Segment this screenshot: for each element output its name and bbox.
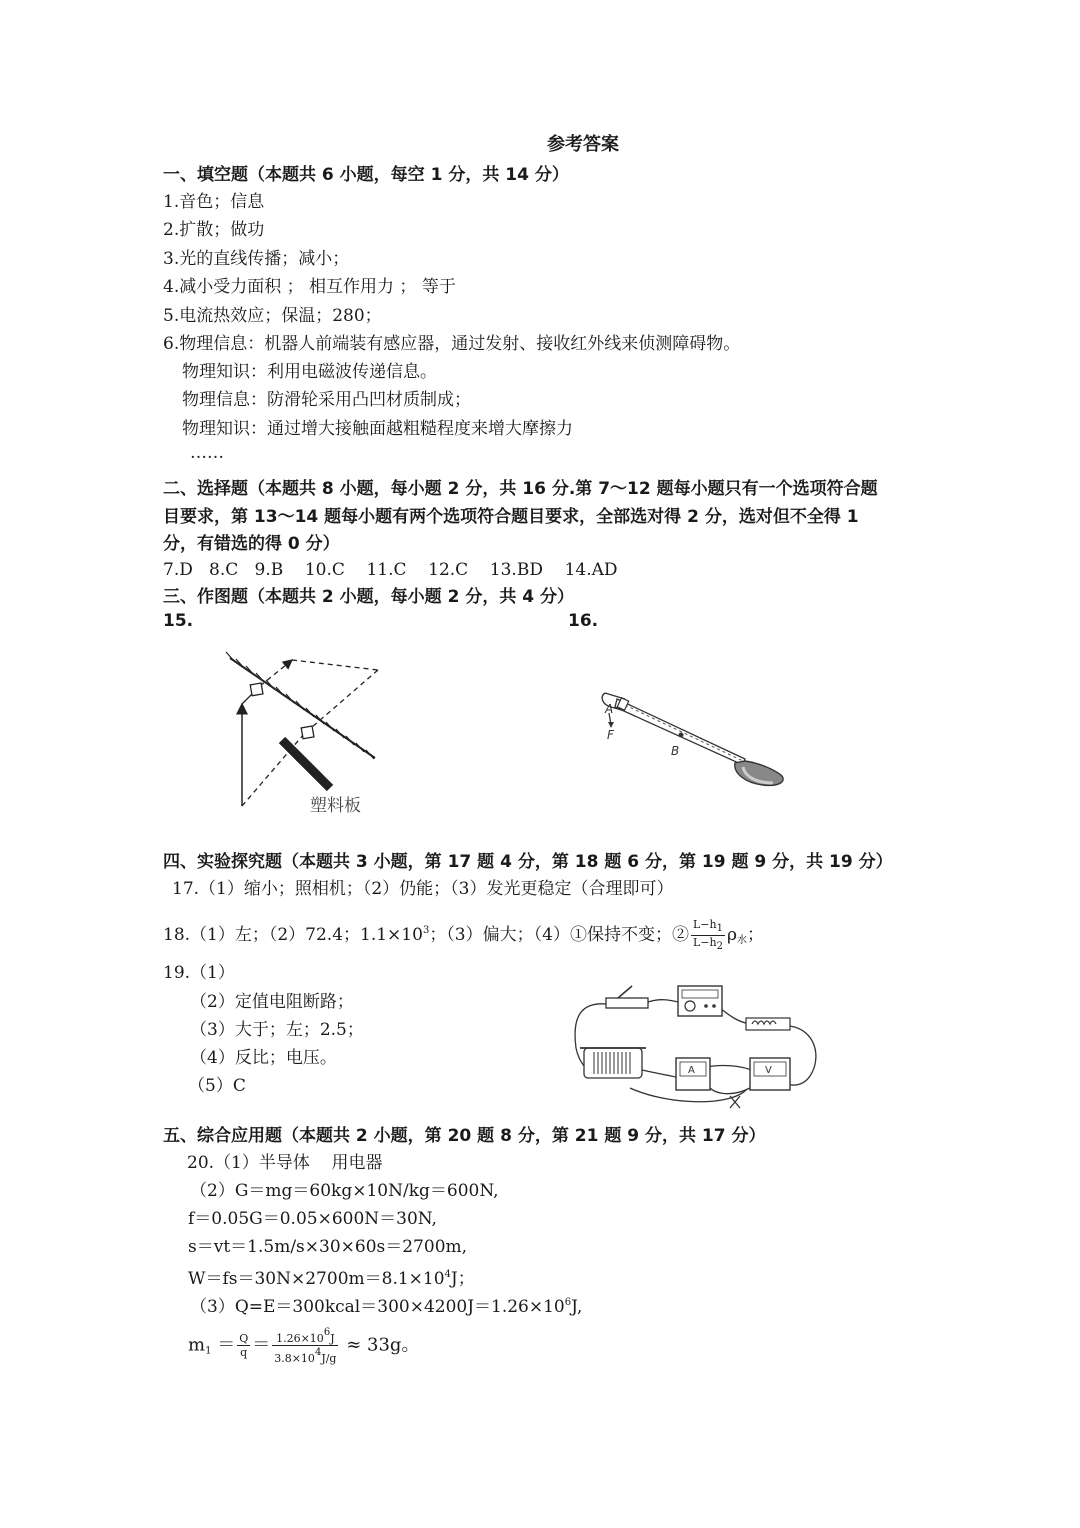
frac1-num: Q	[239, 1332, 249, 1345]
answer-line: 1.音色；信息	[163, 192, 265, 212]
answer-line: 物理信息：防滑轮采用凸凹材质制成；	[182, 390, 471, 410]
frac2-num: 1.26×10	[276, 1332, 324, 1345]
circuit-diagram	[570, 978, 820, 1113]
section3-heading: 三、作图题（本题共 2 小题，每小题 2 分，共 4 分）	[163, 587, 574, 607]
q18-frac-den-sub: 2	[716, 941, 723, 952]
fig16-diagram	[595, 685, 795, 795]
q18-frac-num: L−h	[692, 918, 717, 931]
voltmeter-label: V	[765, 1065, 772, 1076]
fig15-label: 塑料板	[310, 796, 361, 816]
choice-answers: 7.D 8.C 9.B 10.C 11.C 12.C 13.BD 14.AD	[163, 560, 618, 580]
section4-heading: 四、实验探究题（本题共 3 小题，第 17 题 4 分，第 18 题 6 分，第 19 题 9 分，共 19 分）	[163, 852, 893, 872]
heat-text: （3）Q=E＝300kcal＝300×4200J＝1.26×10	[190, 1297, 565, 1317]
answer-line-work	[188, 1264, 475, 1290]
work-text: W＝fs＝30N×2700m＝8.1×10	[188, 1269, 445, 1289]
answer-line: 5.电流热效应；保温；280；	[163, 306, 382, 326]
answer-line: （4）反比；电压。	[190, 1048, 337, 1068]
fig15-diagram	[220, 648, 390, 823]
section5-heading: 五、综合应用题（本题共 2 小题，第 20 题 8 分，第 21 题 9 分，共 17 分）	[163, 1126, 766, 1146]
mass-formula	[188, 1326, 419, 1370]
section2-heading: 分，有错选的得 0 分）	[163, 534, 340, 554]
answer-line: （2）定值电阻断路；	[190, 992, 354, 1012]
section2-heading: 二、选择题（本题共 8 小题，每小题 2 分，共 16 分.第 7～12 题每小题只有一个选项符合题	[163, 479, 878, 499]
answer-line: 3.光的直线传播；减小；	[163, 249, 350, 269]
mass-result: ≈ 33g。	[346, 1334, 420, 1356]
work-exp: 4	[444, 1269, 451, 1280]
fraction-values	[272, 1326, 338, 1365]
q15-label: 15.	[163, 611, 194, 631]
frac2-num-end: J	[330, 1332, 335, 1345]
q18-frac-den: L−h	[692, 936, 717, 949]
heat-exp: 6	[564, 1297, 572, 1308]
answer-line: 4.减小受力面积 ； 相互作用力 ； 等于	[163, 277, 456, 297]
q18-rho-sub: 水	[736, 935, 747, 946]
answer-line-q18	[163, 918, 764, 954]
frac2-den-exp: 4	[314, 1347, 322, 1358]
answer-line-heat	[190, 1292, 582, 1318]
fig16-label-f: F	[607, 728, 614, 742]
q18-part-b: ；（3）偏大；（4）①保持不变；②	[429, 925, 689, 945]
section1-heading: 一、填空题（本题共 6 小题，每空 1 分，共 14 分）	[163, 165, 569, 185]
answer-line: （5）C	[188, 1076, 246, 1096]
q18-part-a: 18.（1）左；（2）72.4；1.1×10	[163, 925, 423, 945]
mass-sub: 1	[205, 1345, 212, 1357]
answer-line: 2.扩散；做功	[163, 220, 265, 240]
frac2-den: 3.8×10	[274, 1352, 315, 1365]
frac1-den: q	[240, 1346, 248, 1359]
work-end: J；	[450, 1269, 475, 1289]
frac2-num-exp: 6	[323, 1327, 331, 1338]
heat-end: J,	[571, 1297, 583, 1317]
answer-line: 20.（1）半导体 用电器	[187, 1153, 383, 1173]
answer-line: （3）大于；左；2.5；	[190, 1020, 364, 1040]
mass-lhs: m	[188, 1334, 206, 1356]
mass-eq: ＝	[217, 1334, 236, 1356]
answer-line: 物理知识：通过增大接触面越粗糙程度来增大摩擦力	[182, 419, 573, 439]
answer-line: s＝vt＝1.5m/s×30×60s＝2700m,	[188, 1237, 468, 1257]
answer-line: （2）G＝mg＝60kg×10N/kg＝600N,	[190, 1181, 499, 1201]
answer-line: f＝0.05G＝0.05×600N＝30N,	[188, 1209, 437, 1229]
answer-line: 物理知识：利用电磁波传递信息。	[182, 362, 437, 382]
section2-heading: 目要求，第 13～14 题每小题有两个选项符合题目要求，全部选对得 2 分，选对但不全得 1	[163, 507, 859, 527]
ellipsis: ……	[190, 443, 224, 463]
ammeter-label: A	[688, 1065, 695, 1076]
fraction-q-over-q	[237, 1332, 250, 1359]
page-title: 参考答案	[547, 134, 619, 155]
mass-eq: ＝	[252, 1334, 271, 1356]
q18-fraction	[691, 918, 725, 953]
q18-exponent: 3	[422, 925, 430, 936]
fig16-label-a: A	[605, 702, 614, 716]
answer-line: 6.物理信息：机器人前端装有感应器，通过发射、接收红外线来侦测障碍物。	[163, 334, 741, 354]
answer-line: 19.（1）	[163, 963, 235, 983]
q18-frac-num-sub: 1	[716, 923, 723, 934]
q16-label: 16.	[568, 611, 599, 631]
q18-rho: ρ	[726, 925, 737, 945]
frac2-den-end: J/g	[321, 1352, 337, 1365]
answer-line: 17.（1）缩小；照相机；（2）仍能；（3）发光更稳定（合理即可）	[172, 879, 674, 899]
fig16-label-b: B	[671, 744, 680, 758]
q18-end: ；	[746, 925, 764, 945]
